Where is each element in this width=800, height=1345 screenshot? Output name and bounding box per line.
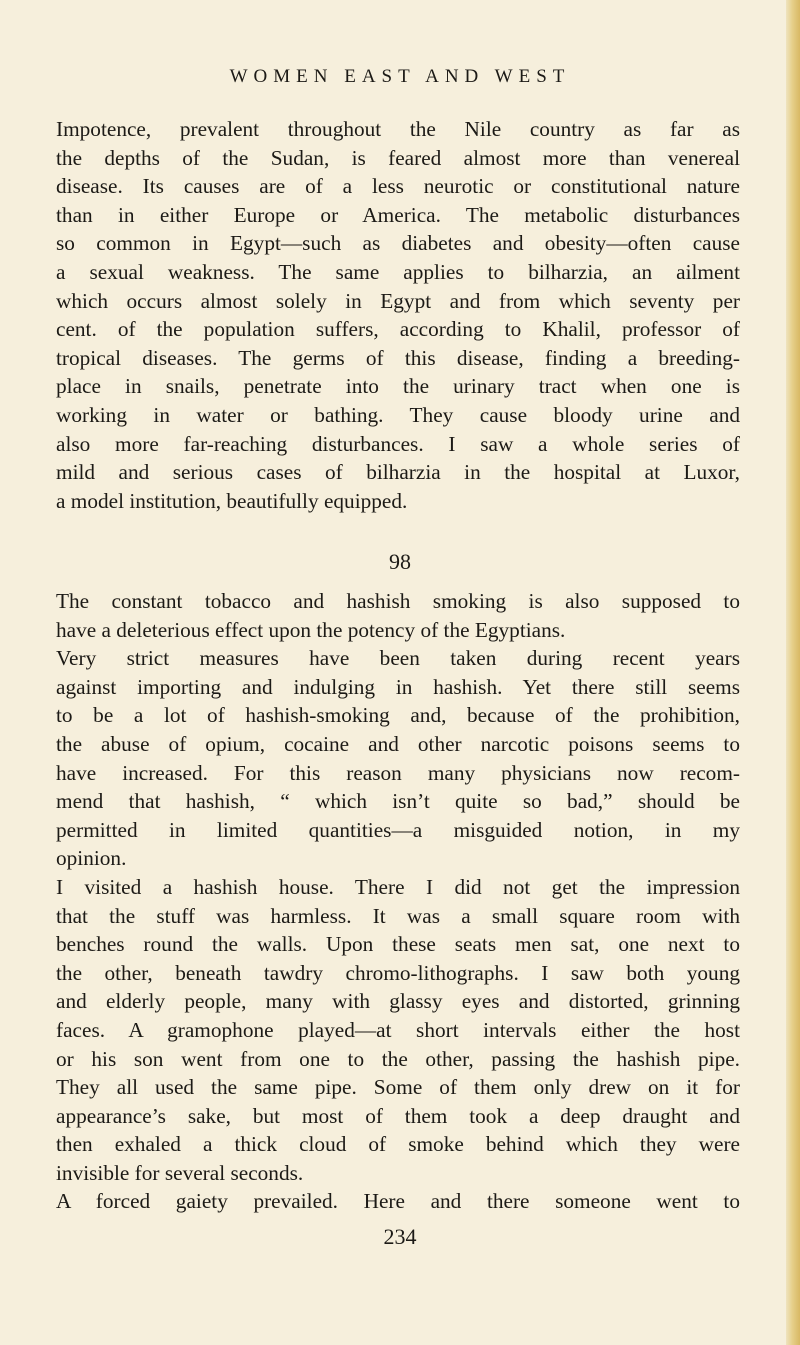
text-line: so common in Egypt—such as diabetes and obesity—often cause — [56, 231, 740, 256]
text-line: working in water or bathing. They cause bloody urine and — [56, 402, 740, 427]
text-line: appearance’s sake, but most of them took a deep draught and — [56, 1103, 740, 1128]
text-line: or his son went from one to the other, passing the hashish pipe. — [56, 1046, 740, 1071]
text-line: cent. of the population suffers, according to Khalil, professor of — [56, 317, 740, 342]
text-line: have a deleterious effect upon the potency of the Egyptians. — [56, 617, 566, 642]
text-line: permitted in limited quantities—a misguided notion, in my — [56, 817, 740, 842]
text-line: than in either Europe or America. The metabolic disturbances — [56, 202, 740, 227]
text-line: tropical diseases. The germs of this disease, finding a breeding- — [56, 345, 740, 370]
text-line: against importing and indulging in hashish. Yet there still seems — [56, 674, 740, 699]
text-block-upper — [56, 115, 740, 515]
paragraph — [56, 115, 740, 515]
text-line: a sexual weakness. The same applies to bilharzia, an ailment — [56, 259, 740, 284]
text-line: which occurs almost solely in Egypt and from which seventy per — [56, 288, 740, 313]
text-line: A forced gaiety prevailed. Here and there someone went to — [56, 1189, 740, 1214]
text-line: to be a lot of hashish-smoking and, because of the prohibition, — [56, 703, 740, 728]
paragraph — [56, 587, 740, 644]
text-line: disease. Its causes are of a less neurotic or constitutional nature — [56, 174, 740, 199]
paragraph — [56, 1187, 740, 1216]
text-line: faces. A gramophone played—at short intervals either the host — [56, 1017, 740, 1042]
text-line: The constant tobacco and hashish smoking is also supposed to — [56, 589, 740, 613]
text-line: I visited a hashish house. There I did not get the impression — [56, 874, 740, 899]
text-line: then exhaled a thick cloud of smoke behind which they were — [56, 1132, 740, 1157]
text-line: and elderly people, many with glassy eyes and distorted, grinning — [56, 989, 740, 1014]
text-line: Impotence, prevalent throughout the Nile country as far as — [56, 117, 740, 141]
paragraph — [56, 644, 740, 873]
text-line: invisible for several seconds. — [56, 1160, 304, 1185]
text-line: that the stuff was harmless. It was a small square room with — [56, 903, 740, 928]
running-title: WOMEN EAST AND WEST — [229, 66, 571, 87]
text-line: the abuse of opium, cocaine and other narcotic poisons seems to — [56, 731, 740, 756]
text-line: place in snails, penetrate into the urinary tract when one is — [56, 374, 740, 399]
text-line: have increased. For this reason many physicians now recom- — [56, 760, 740, 785]
text-line: They all used the same pipe. Some of them only drew on it for — [56, 1075, 740, 1100]
paragraph — [56, 873, 740, 1188]
page-number: 234 — [383, 1224, 417, 1249]
text-line: also more far-reaching disturbances. I saw a whole series of — [56, 431, 740, 456]
text-line: benches round the walls. Upon these seats men sat, one next to — [56, 932, 740, 957]
text-line: Very strict measures have been taken during recent years — [56, 646, 740, 671]
text-line: opinion. — [56, 846, 127, 871]
text-line: the other, beneath tawdry chromo-lithographs. I saw both young — [56, 960, 740, 985]
text-line: the depths of the Sudan, is feared almost more than venereal — [56, 145, 740, 170]
text-line: a model institution, beautifully equipped. — [56, 488, 408, 513]
text-line: mend that hashish, “ which isn’t quite so bad,” should be — [56, 789, 740, 814]
page-edge — [786, 0, 800, 1345]
section-number: 98 — [389, 549, 411, 574]
text-line: mild and serious cases of bilharzia in the hospital at Luxor, — [56, 460, 740, 485]
text-block-lower — [56, 587, 740, 1216]
